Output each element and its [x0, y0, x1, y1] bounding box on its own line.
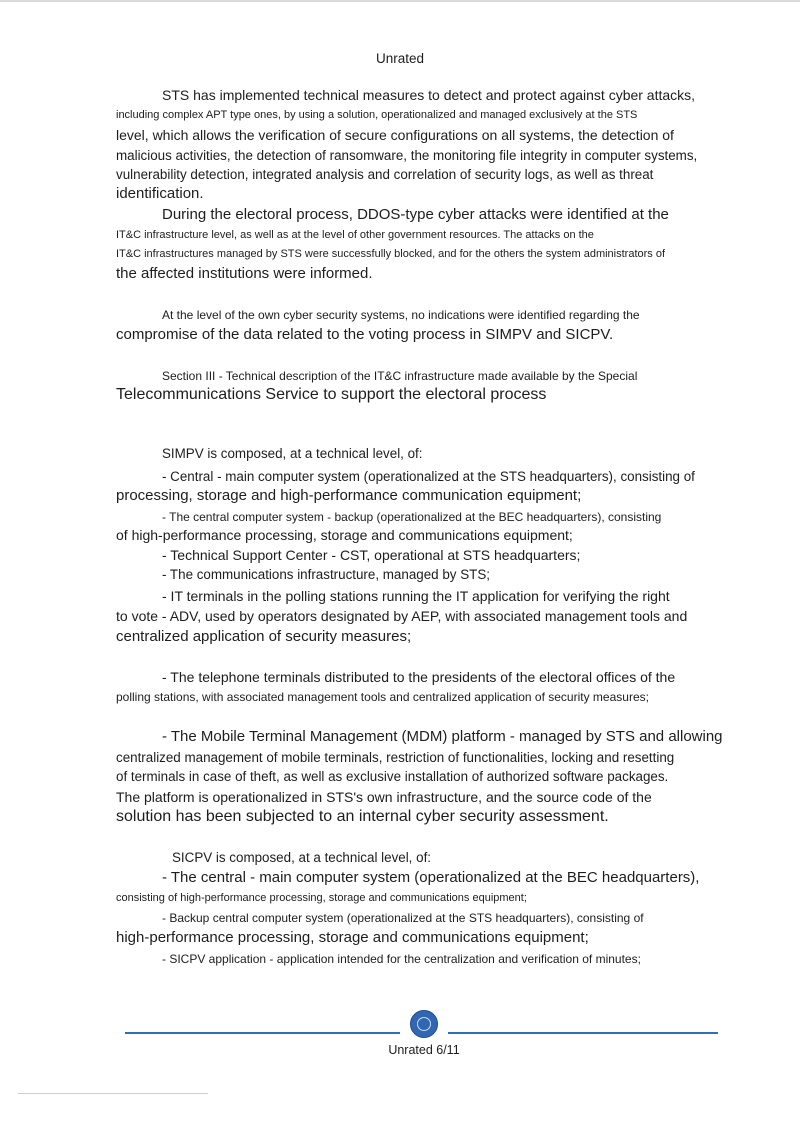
list-item: - The Mobile Terminal Management (MDM) platform - managed by STS and allowing — [162, 728, 723, 745]
text-line: the affected institutions were informed. — [116, 265, 373, 282]
list-item: - The telephone terminals distributed to the presidents of the electoral offices of the — [162, 669, 676, 685]
list-item: - The central computer system - backup (operationalized at the BEC headquarters), consisting — [162, 510, 662, 524]
list-item: consisting of high-performance processing, storage and communications equipment; — [116, 892, 527, 904]
footer-rule-left — [125, 1032, 400, 1034]
text-line: compromise of the data related to the voting process in SIMPV and SICPV. — [116, 326, 614, 343]
footer-rule-right — [448, 1032, 718, 1034]
list-item: - Central - main computer system (operationalized at the STS headquarters), consisting of — [162, 469, 695, 484]
list-item: polling stations, with associated management tools and centralized application of security measures; — [116, 690, 649, 704]
bottom-edge-line — [18, 1093, 208, 1094]
list-intro: SICPV is composed, at a technical level, of: — [172, 850, 432, 865]
section-heading-line: Telecommunications Service to support the electoral process — [116, 386, 547, 403]
text-line: including complex APT type ones, by using a solution, operationalized and managed exclusively at the STS — [116, 109, 638, 121]
list-item: - The communications infrastructure, managed by STS; — [162, 567, 490, 582]
text-line: vulnerability detection, integrated analysis and correlation of security logs, as well as threat — [116, 167, 654, 182]
list-item: centralized application of security measures; — [116, 628, 412, 645]
list-intro: SIMPV is composed, at a technical level, of: — [162, 446, 423, 461]
list-item: - IT terminals in the polling stations running the IT application for verifying the right — [162, 588, 670, 604]
list-item: processing, storage and high-performance communication equipment; — [116, 487, 582, 504]
text-line: IT&C infrastructure level, as well as at the level of other government resources. The attacks on the — [116, 229, 594, 241]
footer-page-label: Unrated 6/11 — [388, 1043, 460, 1057]
list-item: to vote - ADV, used by operators designated by AEP, with associated management tools and — [116, 608, 688, 624]
text-line: STS has implemented technical measures to detect and protect against cyber attacks, — [162, 87, 696, 103]
seal-emblem-icon — [410, 1010, 438, 1038]
header-classification: Unrated — [375, 51, 425, 66]
list-item: centralized management of mobile terminals, restriction of functionalities, locking and resetting — [116, 750, 675, 765]
text-line: IT&C infrastructures managed by STS were successfully blocked, and for the others the system administrators of — [116, 248, 666, 260]
text-line: At the level of the own cyber security systems, no indications were identified regarding the — [162, 308, 640, 322]
list-item: of high-performance processing, storage and communications equipment; — [116, 527, 573, 543]
text-line: level, which allows the verification of secure configurations on all systems, the detection of — [116, 127, 674, 143]
text-line: malicious activities, the detection of ransomware, the monitoring file integrity in computer systems, — [116, 148, 698, 163]
list-item: The platform is operationalized in STS's own infrastructure, and the source code of the — [116, 789, 652, 805]
list-item: solution has been subjected to an internal cyber security assessment. — [116, 808, 609, 825]
top-edge-line — [0, 0, 800, 2]
list-item: - Technical Support Center - CST, operational at STS headquarters; — [162, 547, 581, 563]
text-line: During the electoral process, DDOS-type cyber attacks were identified at the — [162, 206, 669, 223]
list-item: high-performance processing, storage and communications equipment; — [116, 929, 589, 946]
section-heading-line: Section III - Technical description of the IT&C infrastructure made available by the Special — [162, 369, 638, 383]
list-item: of terminals in case of theft, as well as exclusive installation of authorized software packages. — [116, 769, 669, 784]
list-item: - SICPV application - application intended for the centralization and verification of minutes; — [162, 952, 641, 966]
text-line: identification. — [116, 185, 204, 202]
list-item: - The central - main computer system (operationalized at the BEC headquarters), — [162, 869, 700, 886]
list-item: - Backup central computer system (operationalized at the STS headquarters), consisting of — [162, 911, 644, 925]
